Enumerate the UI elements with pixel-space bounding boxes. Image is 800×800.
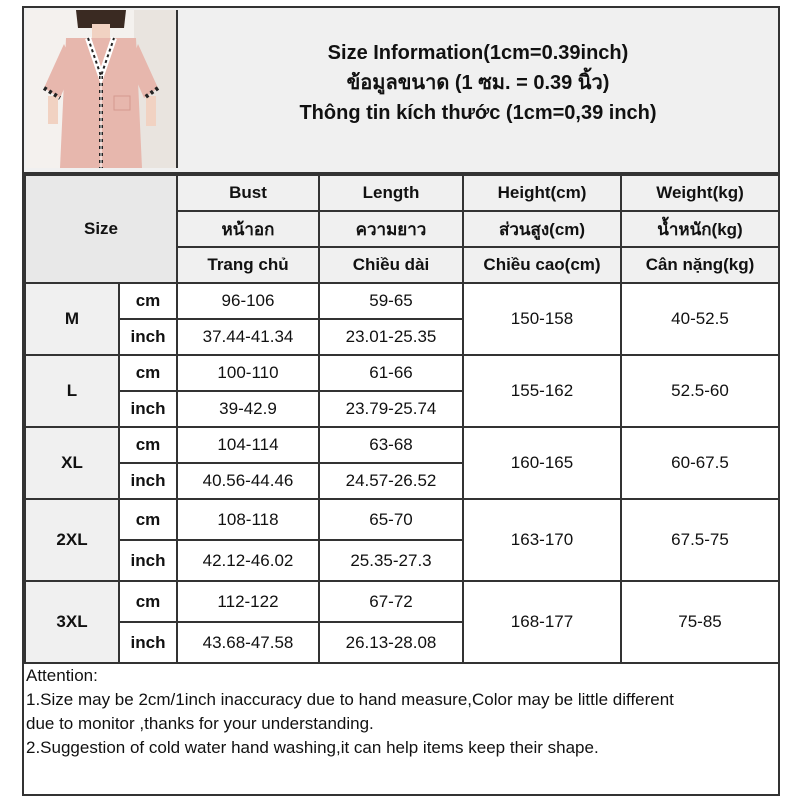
column-header-weight-thai: น้ำหนัก(kg) [621,211,779,247]
unit-cm: cm [119,581,177,622]
height-value: 150-158 [463,283,621,355]
pajama-model-image [26,10,176,168]
height-value: 160-165 [463,427,621,499]
bust-cm: 100-110 [177,355,319,391]
unit-cm: cm [119,355,177,391]
column-header-height: Height(cm) [463,175,621,211]
column-header-length: Length [319,175,463,211]
table-row [25,355,779,391]
table-row [25,283,779,319]
size-cell: XL [25,427,119,499]
length-inch: 25.35-27.3 [319,540,463,581]
unit-inch: inch [119,391,177,427]
size-cell: 2XL [25,499,119,581]
title-english: Size Information(1cm=0.39inch) [327,42,629,64]
unit-cm: cm [119,427,177,463]
column-header-height-thai: ส่วนสูง(cm) [463,211,621,247]
column-header-weight-vi: Cân nặng(kg) [621,247,779,283]
weight-value: 52.5-60 [621,355,779,427]
weight-value: 60-67.5 [621,427,779,499]
unit-inch: inch [119,319,177,355]
bust-inch: 43.68-47.58 [177,622,319,663]
title-vietnamese: Thông tin kích thước (1cm=0,39 inch) [299,102,657,124]
bust-cm: 104-114 [177,427,319,463]
weight-value: 75-85 [621,581,779,663]
bust-cm: 108-118 [177,499,319,540]
unit-inch: inch [119,622,177,663]
product-photo [26,10,178,168]
title-thai: ข้อมูลขนาด (1 ซม. = 0.39 นิ้ว) [346,72,610,94]
note-line-1a: 1.Size may be 2cm/1inch inaccuracy due to hand measure,Color may be little different [26,690,674,709]
header-titles [180,38,776,128]
bust-cm: 112-122 [177,581,319,622]
column-header-bust-thai: หน้าอก [177,211,319,247]
length-cm: 59-65 [319,283,463,319]
size-cell: L [25,355,119,427]
height-value: 163-170 [463,499,621,581]
height-value: 168-177 [463,581,621,663]
note-line-2: 2.Suggestion of cold water hand washing,it can help items keep their shape. [26,738,599,757]
column-header-length-vi: Chiều dài [319,247,463,283]
table-row [25,427,779,463]
length-cm: 63-68 [319,427,463,463]
column-header-length-thai: ความยาว [319,211,463,247]
size-chart-sheet [22,6,780,796]
size-table [24,174,780,664]
attention-notes [26,664,766,760]
bust-cm: 96-106 [177,283,319,319]
notes-heading: Attention: [26,666,98,685]
bust-inch: 37.44-41.34 [177,319,319,355]
bust-inch: 42.12-46.02 [177,540,319,581]
length-cm: 65-70 [319,499,463,540]
unit-cm: cm [119,283,177,319]
column-header-bust-vi: Trang chủ [177,247,319,283]
length-inch: 26.13-28.08 [319,622,463,663]
table-row [25,581,779,622]
chart-header [24,8,778,174]
unit-inch: inch [119,463,177,499]
header-row-english [25,175,779,211]
length-cm: 67-72 [319,581,463,622]
unit-cm: cm [119,499,177,540]
bust-inch: 40.56-44.46 [177,463,319,499]
length-cm: 61-66 [319,355,463,391]
unit-inch: inch [119,540,177,581]
size-cell: 3XL [25,581,119,663]
size-header: Size [25,175,177,283]
weight-value: 40-52.5 [621,283,779,355]
note-line-1b: due to monitor ,thanks for your understanding. [26,714,374,733]
weight-value: 67.5-75 [621,499,779,581]
table-row [25,499,779,540]
length-inch: 23.01-25.35 [319,319,463,355]
length-inch: 23.79-25.74 [319,391,463,427]
column-header-weight: Weight(kg) [621,175,779,211]
height-value: 155-162 [463,355,621,427]
size-cell: M [25,283,119,355]
column-header-bust: Bust [177,175,319,211]
length-inch: 24.57-26.52 [319,463,463,499]
column-header-height-vi: Chiều cao(cm) [463,247,621,283]
bust-inch: 39-42.9 [177,391,319,427]
